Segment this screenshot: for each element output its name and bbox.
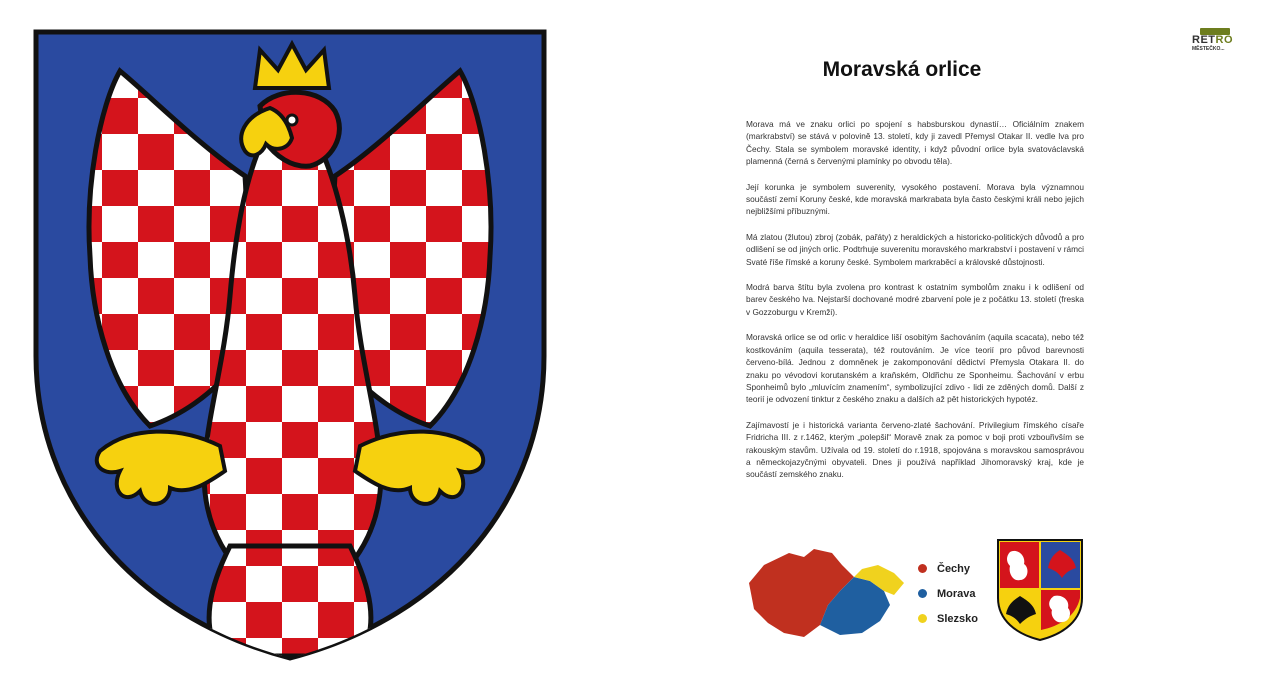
czech-lands-map [744,543,910,643]
moravian-eagle-shield [30,26,550,666]
legend-item [918,556,998,581]
paragraph: Má zlatou (žlutou) zbroj (zobák, pařáty) z heraldických a historicko-politických důvodů a pro odlišení se od jiných orlic. Podtrhuje suverenitu moravského markrabství i postavení v rámci Svaté říše římské a koruny české. Symbolem markraběcí a královské důstojnosti. [746,231,1084,267]
legend-label: Slezsko [937,612,978,625]
legend-dot [918,564,927,573]
eye [287,115,297,125]
paragraph: Morava má ve znaku orlici po spojení s habsburskou dynastií… Oficiálním znakem (markrabství) se stává v polovině 13. století, kdy ji zavedl Přemysl Otakar II. vedle lva pro Čechy. Stala se symbolem moravské identity, i když původní orlice byla svatováclavská plamenná (černá s červenými plamínky po obvodu těla). [746,119,1084,167]
paragraph: Modrá barva štítu byla zvolena pro kontrast k ostatním symbolům znaku i k odlišení od barev českého lva. Nejstarší dochované modré zbarvení pole je z počátku 13. století (freska v Gozzoburgu v Kremži). [746,282,1084,317]
paragraph: Moravská orlice se od orlic v heraldice liší osobitým šachováním (aquila scacata), nebo též kostkováním (aquila tesserata), též routováním. Je více teorií pro původ barevnosti červeno-bílá. Jednou z domněnek je zakomponování dědictví Přemysla Otakara II. do znaku po vévodovi korutanském a kraňském, Oldřichu ze Sponheimu. Šachování v erbu Sponheimů bylo „mluvícím znamením“, symbolizující zdivo - lidi ze zděných domů. Další z teorií je odvození tinktur z českého znaku a dalších až pět historických hypotéz. [746,332,1084,405]
logo-word: RETRO [1192,34,1233,46]
czech-coat-of-arms [996,538,1084,642]
legend-dot [918,589,927,598]
article-text [746,118,1084,494]
paragraph: Její korunka je symbolem suverenity, vysokého postavení. Morava byla významnou součástí zemí Koruny české, kde moravská markrabata byla často českými králi nebo jejich nejbližšími příbuznými. [746,181,1084,217]
retro-mestecko-logo[interactable] [1186,28,1242,56]
legend-label: Morava [937,587,976,600]
legend-item [918,606,998,631]
shield-graphic [30,26,550,666]
legend-label: Čechy [937,562,971,575]
paragraph: Zajímavostí je i historická varianta červeno-zlaté šachování. Privilegium římského císaře Fridricha III. z r.1462, kterým „polepšil“ Moravě znak za pomoc v boji proti vzbouřivším se rakouským stavům. Užívala od 19. století do r.1918, spojována s moravskou samosprávou a německojazyčnými obyvateli. Dnes ji používá například Jihomoravský kraj, kde je součástí zemského znaku. [746,419,1084,480]
logo-subtitle: MĚSTEČKO... [1192,46,1225,52]
legend-item [918,581,998,606]
legend-dot [918,614,927,623]
map-legend [918,556,998,631]
page-title: Moravská orlice [822,58,982,81]
